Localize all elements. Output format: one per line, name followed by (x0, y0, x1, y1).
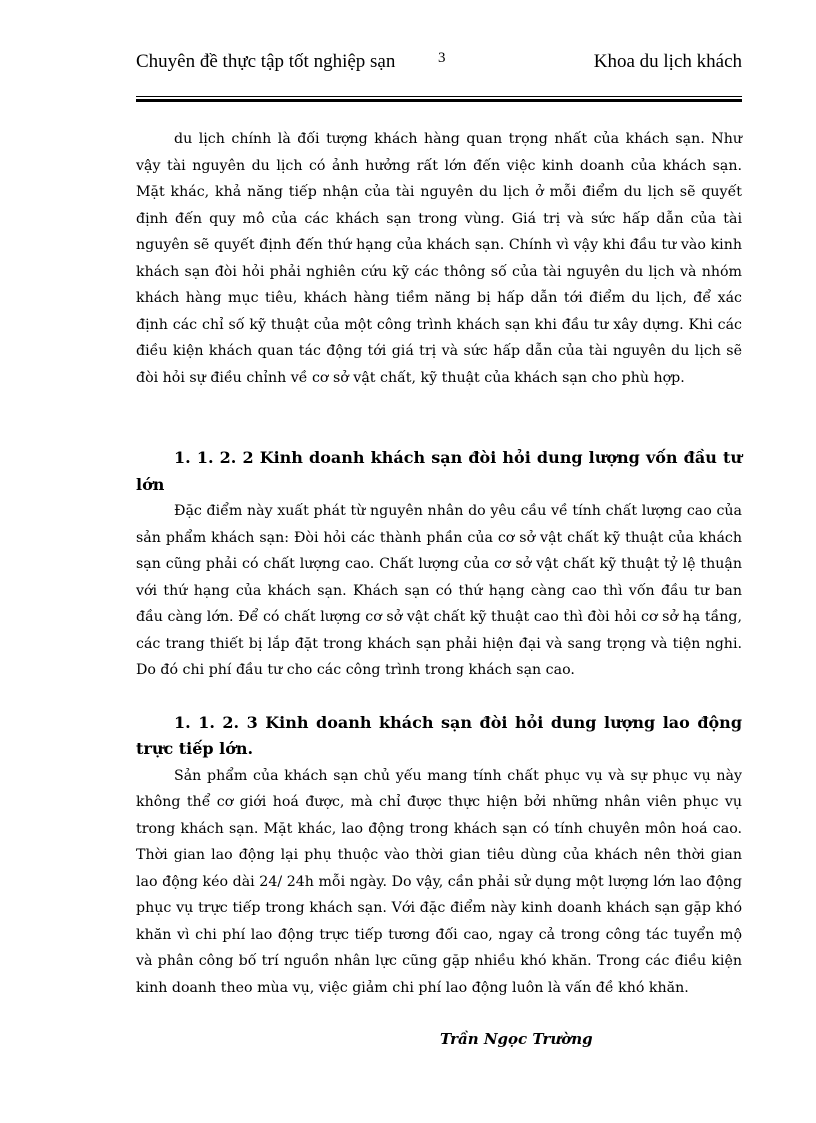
body-paragraph-2: Đặc điểm này xuất phát từ nguyên nhân do yêu cầu về tính chất lượng cao của sản phẩm khách sạn: Đòi hỏi các thành phần của cơ sở vật chất kỹ thuật của khách sạn cũng phải có chất lượng cao. Chất lượng của cơ sở vật chất kỹ thuật tỷ lệ thuận với thứ hạng của khách sạn. Khách sạn có thứ hạng càng cao thì vốn đầu tư ban đầu càng lớn. Để có chất lượng cơ sở vật chất kỹ thuật cao thì đòi hỏi cơ sở hạ tầng, các trang thiết bị lắp đặt trong khách sạn phải hiện đại và sang trọng và tiện nghi. Do đó chi phí đầu tư cho các công trình trong khách sạn cao. (136, 503, 742, 678)
page-content (136, 126, 742, 1001)
body-paragraph-3: Sản phẩm của khách sạn chủ yếu mang tính chất phục vụ và sự phục vụ này không thể cơ giới hoá được, mà chỉ được thực hiện bởi những nhân viên phục vụ trong khách sạn. Mặt khác, lao động trong khách sạn có tính chuyên môn hoá cao. Thời gian lao động lại phụ thuộc vào thời gian tiêu dùng của khách nên thời gian lao động kéo dài 24/ 24h mỗi ngày. Do vậy, cần phải sử dụng một lượng lớn lao động phục vụ trực tiếp trong khách sạn. Với đặc điểm này kinh doanh khách sạn gặp khó khăn vì chi phí lao động trực tiếp tương đối cao, ngay cả trong công tác tuyển mộ và phân công bố trí nguồn nhân lực cũng gặp nhiều khó khăn. Trong các điều kiện kinh doanh theo mùa vụ, việc giảm chi phí lao động luôn là vấn đề khó khăn. (136, 767, 742, 996)
header-left-title: Chuyên đề thực tập tốt nghiệp sạn (136, 51, 396, 72)
page-number: 3 (438, 50, 446, 66)
header-rule-thin (136, 96, 742, 97)
author-signature: Trần Ngọc Trường (440, 1030, 593, 1048)
body-paragraph-1: du lịch chính là đối tượng khách hàng quan trọng nhất của khách sạn. Như vậy tài nguyên du lịch có ảnh hưởng rất lớn đến việc kinh doanh của khách sạn. Mặt khác, khả năng tiếp nhận của tài nguyên du lịch ở mỗi điểm du lịch sẽ quyết định đến quy mô của các khách sạn trong vùng. Giá trị và sức hấp dẫn của tài nguyên sẽ quyết định đến thứ hạng của khách sạn. Chính vì vậy khi đầu tư vào kinh khách sạn đòi hỏi phải nghiên cứu kỹ các thông số của tài nguyên du lịch và nhóm khách hàng mục tiêu, khách hàng tiềm năng bị hấp dẫn tới điểm du lịch, để xác định các chỉ số kỹ thuật của một công trình khách sạn khi đầu tư xây dựng. Khi các điều kiện khách quan tác động tới giá trị và sức hấp dẫn của tài nguyên du lịch sẽ đòi hỏi sự điều chỉnh về cơ sở vật chất, kỹ thuật của khách sạn cho phù hợp. (136, 131, 742, 386)
section-heading-1-1-2-3: 1. 1. 2. 3 Kinh doanh khách sạn đòi hỏi dung lượng lao động trực tiếp lớn. (136, 712, 742, 758)
header-rule-thick (136, 99, 742, 102)
page-header (136, 50, 742, 100)
section-heading-1-1-2-2: 1. 1. 2. 2 Kinh doanh khách sạn đòi hỏi dung lượng vốn đầu tư lớn (136, 448, 742, 494)
header-right-title: Khoa du lịch khách (593, 51, 742, 72)
